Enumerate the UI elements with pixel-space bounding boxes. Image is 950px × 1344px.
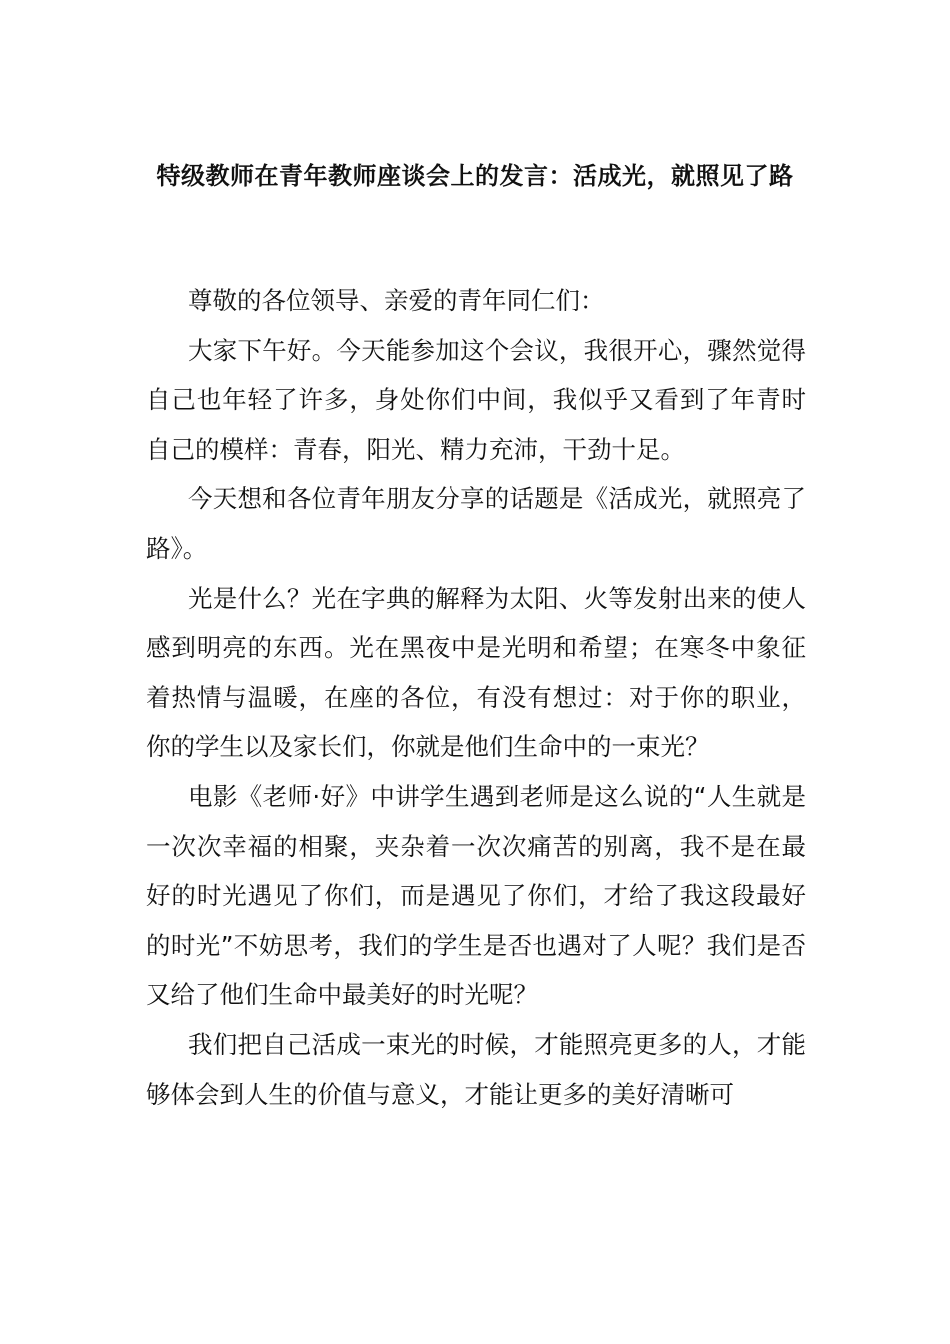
- paragraph-salutation: 尊敬的各位领导、亲爱的青年同仁们：: [188, 286, 605, 315]
- document-title: 特级教师在青年教师座谈会上的发言：活成光，就照见了路: [156, 162, 794, 190]
- paragraph-become-light: 我们把自己活成一束光的时候，才能照亮更多的人，才能够体会到人生的价值与意义，才能让更多的美好清晰可: [146, 1029, 806, 1109]
- paragraph-greeting: 大家下午好。今天能参加这个会议，我很开心，骤然觉得自己也年轻了许多，身处你们中间，我似乎又看到了年青时自己的模样：青春，阳光、精力充沛，干劲十足。: [146, 335, 806, 464]
- paragraph-movie-quote: 电影《老师·好》中讲学生遇到老师是这么说的“人生就是一次次幸福的相聚，夹杂着一次次痛苦的别离，我不是在最好的时光遇见了你们，而是遇见了你们，才给了我这段最好的时光”不妨思考，我们的学生是否也遇对了人呢？我们是否又给了他们生命中最美好的时光呢？: [146, 781, 806, 1010]
- document-body: [146, 276, 806, 1119]
- paragraph-topic: 今天想和各位青年朋友分享的话题是《活成光，就照亮了路》。: [146, 484, 806, 563]
- paragraph-what-is-light: 光是什么？光在字典的解释为太阳、火等发射出来的使人感到明亮的东西。光在黑夜中是光明和希望；在寒冬中象征着热情与温暖，在座的各位，有没有想过：对于你的职业，你的学生以及家长们，你就是他们生命中的一束光？: [146, 583, 806, 762]
